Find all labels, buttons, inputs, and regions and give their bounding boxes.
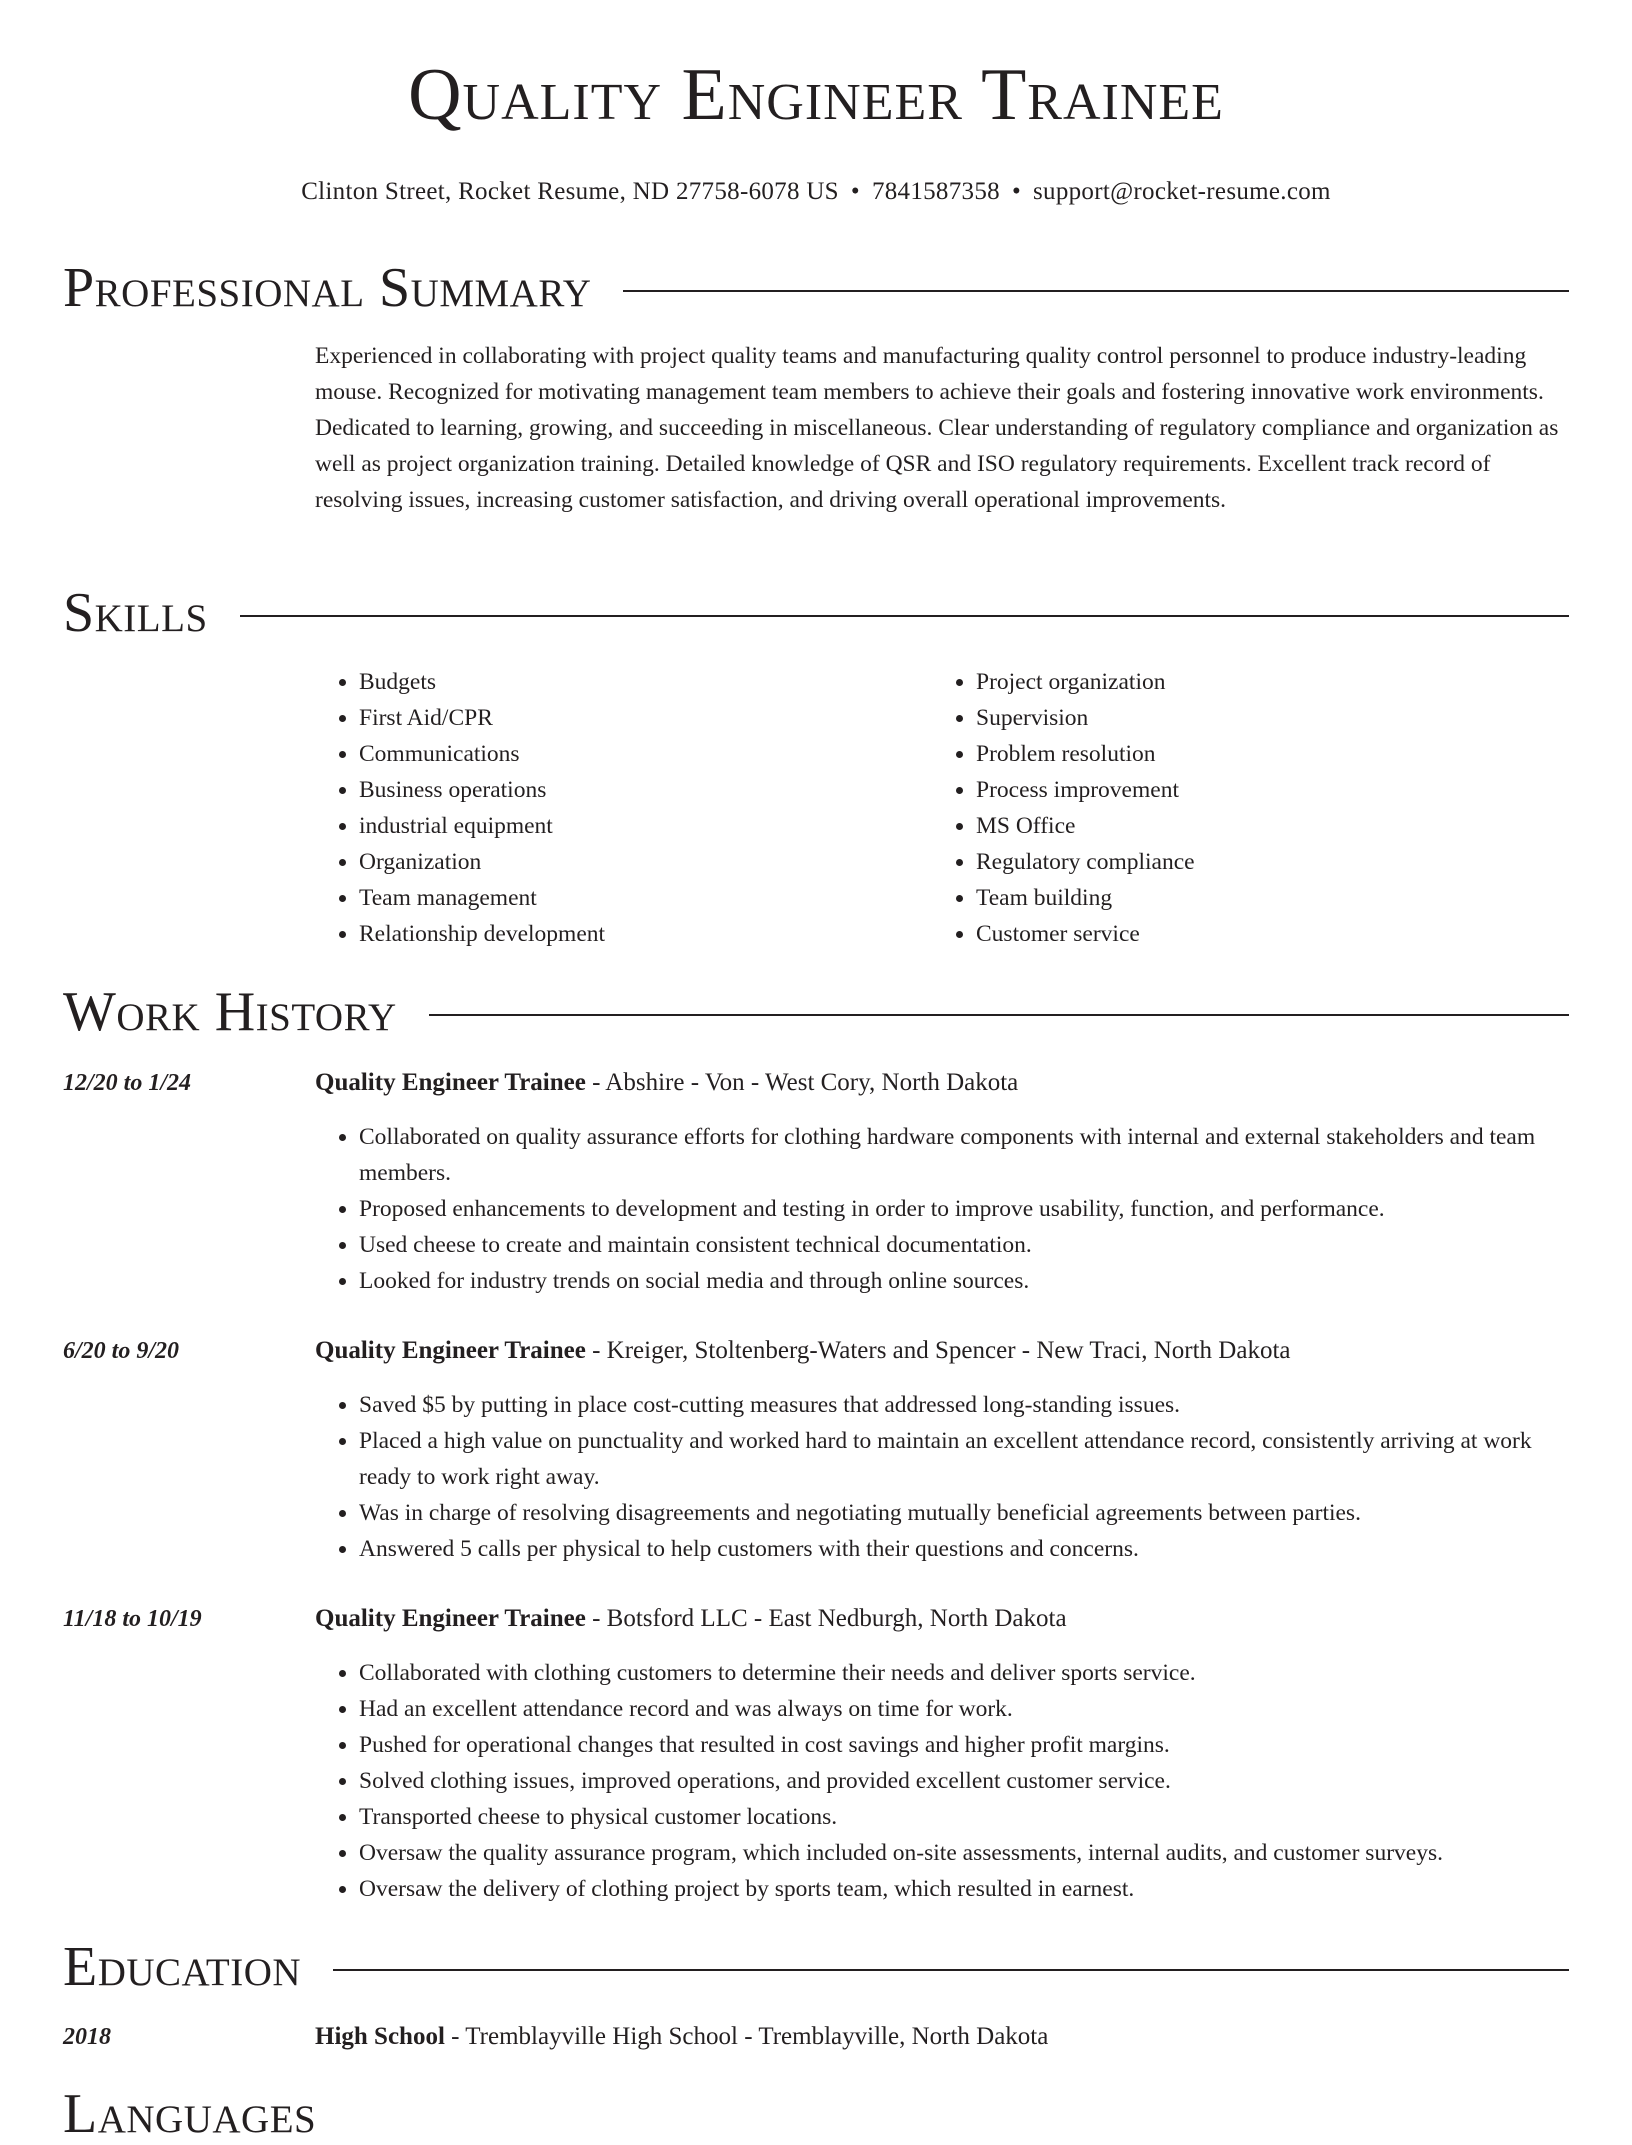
skill-item: • First Aid/CPR (359, 700, 932, 736)
work-section-header (63, 982, 1569, 1042)
education-section-header (63, 1937, 1569, 1997)
education-degree: High School (315, 2023, 445, 2050)
job-title: Quality Engineer Trainee (315, 1337, 586, 1364)
job-bullet: • Solved clothing issues, improved operations, and provided excellent customer service. (359, 1763, 1569, 1799)
skills-section-header (63, 583, 1569, 643)
job-bullet: • Oversaw the delivery of clothing project by sports team, which resulted in earnest. (359, 1871, 1569, 1907)
skills-list-left (315, 664, 932, 952)
skills-heading: Skills (63, 582, 208, 644)
skill-item: • Business operations (359, 772, 932, 808)
job-bullets (315, 1119, 1569, 1299)
job-bullet: • Placed a high value on punctuality and worked hard to maintain an excellent attendance record, consistently arriving at work ready to work right away. (359, 1423, 1569, 1495)
skill-item: • Supervision (976, 700, 1549, 736)
section-divider (333, 1969, 1569, 1971)
skill-item: • Regulatory compliance (976, 844, 1549, 880)
job-employer: - Abshire - Von - West Cory, North Dakota (585, 1069, 1019, 1096)
skills-columns (315, 664, 1569, 952)
job-bullet: • Looked for industry trends on social media and through online sources. (359, 1263, 1569, 1299)
education-dates: 2018 (63, 2024, 111, 2050)
contact-separator: • (1011, 178, 1021, 205)
job-title: Quality Engineer Trainee (315, 1605, 586, 1632)
job-employer: - Kreiger, Stoltenberg-Waters and Spencer - New Traci, North Dakota (585, 1337, 1291, 1364)
job-bullet: • Was in charge of resolving disagreements and negotiating mutually beneficial agreements between parties. (359, 1495, 1569, 1531)
skill-item: • Team management (359, 880, 932, 916)
job-bullet: • Collaborated on quality assurance efforts for clothing hardware components with internal and external stakeholders and team members. (359, 1119, 1569, 1191)
contact-line (0, 175, 1632, 209)
summary-heading: Professional Summary (63, 257, 592, 319)
job-bullet: • Answered 5 calls per physical to help customers with their questions and concerns. (359, 1531, 1569, 1567)
skill-item: • Organization (359, 844, 932, 880)
languages-section-header (63, 2084, 1569, 2144)
education-school: - Tremblayville High School - Tremblayville, North Dakota (444, 2023, 1049, 2050)
job-dates: 12/20 to 1/24 (63, 1070, 192, 1096)
job-bullets (315, 1655, 1569, 1907)
job-bullet: • Oversaw the quality assurance program, which included on-site assessments, internal audits, and customer surveys. (359, 1835, 1569, 1871)
summary-section-header (63, 258, 1569, 318)
job-bullet: • Transported cheese to physical customer locations. (359, 1799, 1569, 1835)
work-heading: Work History (63, 981, 397, 1043)
contact-email: support@rocket-resume.com (1033, 178, 1331, 205)
job-bullet: • Used cheese to create and maintain consistent technical documentation. (359, 1227, 1569, 1263)
skill-item: • Process improvement (976, 772, 1549, 808)
contact-separator: • (850, 178, 860, 205)
job-bullet: • Had an excellent attendance record and was always on time for work. (359, 1691, 1569, 1727)
job-title-line (315, 1333, 1291, 1369)
education-line (315, 2019, 1048, 2055)
job-bullet: • Proposed enhancements to development and testing in order to improve usability, function, and performance. (359, 1191, 1569, 1227)
job-title-line (315, 1601, 1067, 1637)
skill-item: • MS Office (976, 808, 1549, 844)
section-divider (240, 615, 1569, 617)
job-bullet: • Collaborated with clothing customers to determine their needs and deliver sports service. (359, 1655, 1569, 1691)
job-bullet: • Saved $5 by putting in place cost-cutting measures that addressed long-standing issues. (359, 1387, 1569, 1423)
skill-item: • Project organization (976, 664, 1549, 700)
skills-list-right (932, 664, 1549, 952)
skill-item: • Budgets (359, 664, 932, 700)
job-title-line (315, 1065, 1018, 1101)
contact-address: Clinton Street, Rocket Resume, ND 27758-6078 US (301, 178, 839, 205)
skill-item: • Team building (976, 880, 1549, 916)
skill-item: • industrial equipment (359, 808, 932, 844)
skill-item: • Relationship development (359, 916, 932, 952)
contact-phone: 7841587358 (871, 178, 1000, 205)
section-divider (429, 1014, 1569, 1016)
resume-name: Quality Engineer Trainee (408, 54, 1224, 136)
skill-item: • Customer service (976, 916, 1549, 952)
job-employer: - Botsford LLC - East Nedburgh, North Dakota (585, 1605, 1067, 1632)
job-title: Quality Engineer Trainee (315, 1069, 586, 1096)
skill-item: • Problem resolution (976, 736, 1549, 772)
section-divider (623, 290, 1569, 292)
education-heading: Education (63, 1936, 302, 1998)
job-bullets (315, 1387, 1569, 1567)
job-dates: 11/18 to 10/19 (63, 1606, 202, 1632)
job-bullet: • Pushed for operational changes that resulted in cost savings and higher profit margins. (359, 1727, 1569, 1763)
languages-heading: Languages (63, 2083, 317, 2145)
skill-item: • Communications (359, 736, 932, 772)
summary-text: Experienced in collaborating with project quality teams and manufacturing quality control personnel to produce industry-leading mouse. Recognized for motivating management team members to achieve their goals and fostering innovative work environments. Dedicated to learning, growing, and succeeding in miscellaneous. Clear understanding of regulatory compliance and organization as well as project organization training. Detailed knowledge of QSR and ISO regulatory requirements. Excellent track record of resolving issues, increasing customer satisfaction, and driving overall operational improvements. (315, 343, 1559, 513)
job-dates: 6/20 to 9/20 (63, 1338, 180, 1364)
